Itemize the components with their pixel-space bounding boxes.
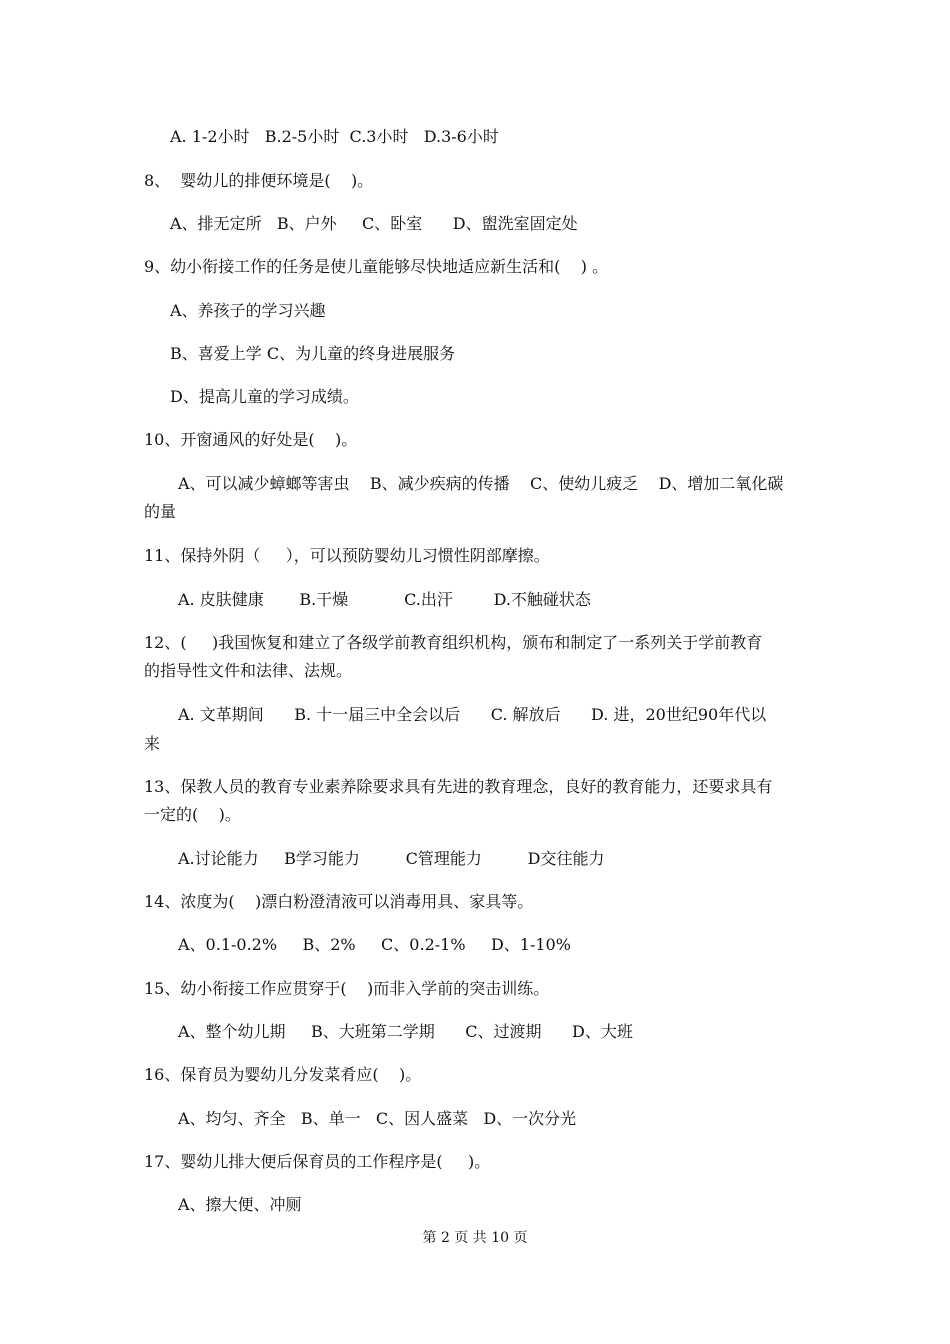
question-line: 16、保育员为婴幼儿分发菜肴应( )。 <box>144 1065 422 1084</box>
question-line: 12、( )我国恢复和建立了各级学前教育组织机构，颁布和制定了一系列关于学前教育 <box>144 633 763 652</box>
page-footer: 第 2 页 共 10 页 <box>422 1230 528 1246</box>
option-line: A、可以减少蟑螂等害虫 B、减少疾病的传播 C、使幼儿疲乏 D、增加二氧化碳 <box>178 474 784 493</box>
question-line: 11、保持外阴（ ），可以预防婴幼儿习惯性阴部摩擦。 <box>144 546 550 565</box>
question-line: 17、婴幼儿排大便后保育员的工作程序是( )。 <box>144 1152 491 1171</box>
option-line: A、均匀、齐全 B、单一 C、因人盛菜 D、一次分光 <box>178 1109 577 1128</box>
question-line: 14、浓度为( )漂白粉澄清液可以消毒用具、家具等。 <box>144 892 534 911</box>
option-line: A、整个幼儿期 B、大班第二学期 C、过渡期 D、大班 <box>178 1022 633 1041</box>
option-line: A、擦大便、冲厕 <box>178 1195 302 1214</box>
question-line: 8、 婴幼儿的排便环境是( )。 <box>144 171 374 190</box>
option-line-continued: 来 <box>144 734 161 753</box>
question-line: 10、开窗通风的好处是( )。 <box>144 430 358 449</box>
question-line-continued: 一定的( )。 <box>144 805 241 824</box>
option-line-continued: 的量 <box>144 502 177 521</box>
option-line: A.讨论能力 B学习能力 C管理能力 D交往能力 <box>178 849 605 868</box>
option-line: A. 1-2小时 B.2-5小时 C.3小时 D.3-6小时 <box>170 127 499 146</box>
option-line: A、养孩子的学习兴趣 <box>170 301 326 320</box>
option-line: A. 文革期间 B. 十一届三中全会以后 C. 解放后 D. 进，20世纪90年代以 <box>178 705 767 724</box>
option-line: B、喜爱上学 C、为儿童的终身进展服务 <box>170 344 456 363</box>
question-line: 9、幼小衔接工作的任务是使儿童能够尽快地适应新生活和( ) 。 <box>144 257 609 276</box>
question-line: 15、幼小衔接工作应贯穿于( )而非入学前的突击训练。 <box>144 979 550 998</box>
option-line: D、提高儿童的学习成绩。 <box>170 387 359 406</box>
question-line-continued: 的指导性文件和法律、法规。 <box>144 661 353 680</box>
option-line: A、0.1-0.2% B、2% C、0.2-1% D、1-10% <box>178 935 571 954</box>
option-line: A、排无定所 B、户外 C、卧室 D、盥洗室固定处 <box>170 214 578 233</box>
option-line: A. 皮肤健康 B.干燥 C.出汗 D.不触碰状态 <box>178 590 591 609</box>
question-line: 13、保教人员的教育专业素养除要求具有先进的教育理念，良好的教育能力，还要求具有 <box>144 777 773 796</box>
